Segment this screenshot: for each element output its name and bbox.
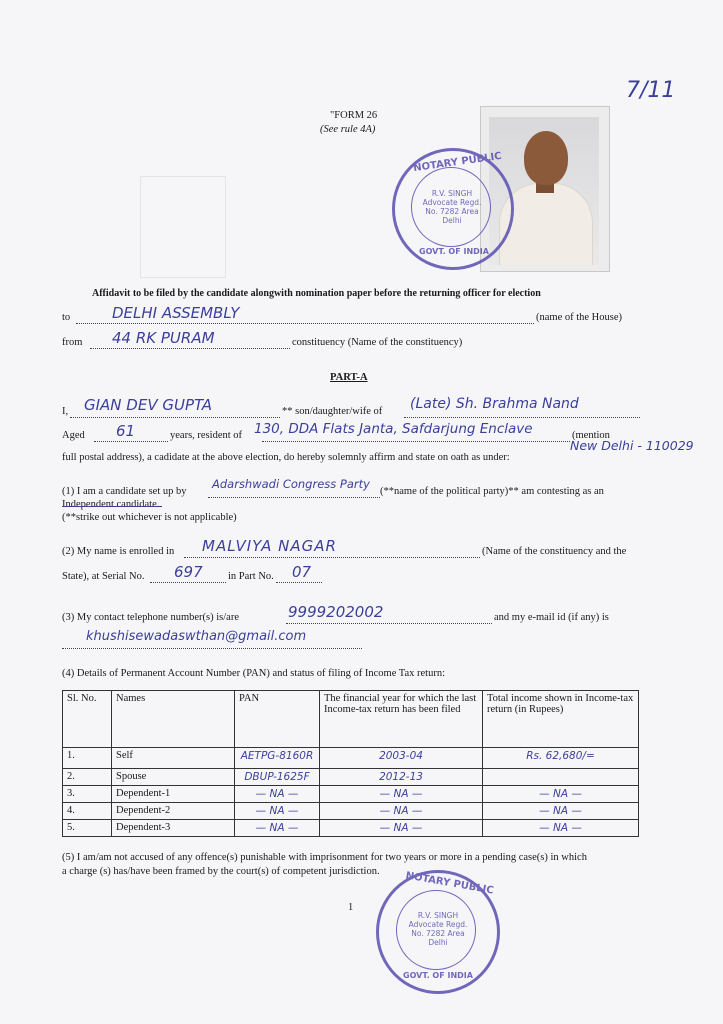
strike-line (62, 506, 162, 507)
row-sl: 5. (63, 820, 112, 837)
row-year: 2012-13 (320, 769, 483, 786)
row-name: Spouse (112, 769, 235, 786)
item2-prefix: (2) My name is enrolled in (62, 546, 175, 557)
row-income: Rs. 62,680/= (483, 748, 639, 769)
row-year: — NA — (320, 786, 483, 803)
resident-label: years, resident of (170, 430, 243, 441)
row-pan: — NA — (235, 786, 320, 803)
phone-dotted-line (286, 623, 492, 624)
aged-label: Aged (62, 430, 85, 441)
row-income (483, 769, 639, 786)
enrolled-dotted-line (184, 557, 480, 558)
age-value: 61 (116, 422, 136, 440)
page-number: 1 (348, 902, 354, 913)
from-suffix: constituency (Name of the constituency) (292, 337, 463, 348)
email-dotted-line (62, 648, 362, 649)
stamp-bottom-outer: NOTARY PUBLIC (404, 870, 495, 897)
from-dotted-line (90, 348, 290, 349)
header-sl: Sl. No. (63, 691, 112, 748)
item5-line2: a charge (s) has/have been framed by the court(s) of competent jurisdiction. (62, 866, 380, 877)
item1-line2: Independent candidate. (62, 499, 160, 510)
row-pan: DBUP-1625F (235, 769, 320, 786)
to-suffix: (name of the House) (536, 312, 623, 323)
stamp-top-outer: NOTARY PUBLIC (412, 150, 503, 175)
row-name: Dependent-1 (112, 786, 235, 803)
item1-prefix: (1) I am a candidate set up by (62, 486, 187, 497)
address-statement: full postal address), a cadidate at the above election, do hereby solemnly affirm and state on oath as under: (62, 452, 510, 463)
row-year: — NA — (320, 820, 483, 837)
row-name: Dependent-2 (112, 803, 235, 820)
part-title: PART-A (330, 372, 368, 383)
header-year: The financial year for which the last Income-tax return has been filed (320, 691, 483, 748)
item3-prefix: (3) My contact telephone number(s) is/are (62, 612, 239, 623)
part-value: 07 (292, 563, 312, 581)
stamp-bottom-inner: R.V. SINGH Advocate Regd. No. 7282 Area Delhi (408, 911, 468, 947)
row-income: — NA — (483, 803, 639, 820)
notary-stamp-bottom (376, 870, 500, 994)
to-dotted-line (76, 323, 534, 324)
row-income: — NA — (483, 820, 639, 837)
table-row (63, 769, 639, 786)
row-pan: — NA — (235, 820, 320, 837)
candidate-name-value: GIAN DEV GUPTA (84, 396, 213, 414)
serial-value: 697 (174, 563, 203, 581)
phone-value: 9999202002 (288, 603, 384, 621)
table-row (63, 748, 639, 769)
item2-line2: State), at Serial No. (62, 571, 145, 582)
to-house-value: DELHI ASSEMBLY (112, 304, 240, 322)
row-sl: 3. (63, 786, 112, 803)
row-sl: 4. (63, 803, 112, 820)
bleed-through-box (140, 176, 226, 278)
table-row (63, 820, 639, 837)
address-dotted-line (262, 441, 570, 442)
affidavit-heading: Affidavit to be filed by the candidate alongwith nomination paper before the returning officer for election (92, 288, 541, 299)
table-row (63, 786, 639, 803)
stamp-top-inner: R.V. SINGH Advocate Regd. No. 7282 Area Delhi (422, 189, 482, 225)
row-sl: 2. (63, 769, 112, 786)
from-label: from (62, 337, 83, 348)
relation-label: ** son/daughter/wife of (282, 406, 383, 417)
age-dotted-line (94, 441, 168, 442)
address-value: 130, DDA Flats Janta, Safdarjung Enclave (254, 421, 533, 437)
part-dotted-line (276, 582, 322, 583)
row-sl: 1. (63, 748, 112, 769)
email-value: khushisewadaswthan@gmail.com (86, 629, 307, 644)
part-label: in Part No. (228, 571, 274, 582)
to-label: to (62, 312, 71, 323)
row-pan: — NA — (235, 803, 320, 820)
form-rule: (See rule 4A) (320, 124, 376, 135)
header-income: Total income shown in Income-tax return (in Rupees) (483, 691, 639, 748)
serial-dotted-line (150, 582, 226, 583)
party-dotted-line (208, 497, 380, 498)
pan-table (62, 690, 639, 837)
row-name: Dependent-3 (112, 820, 235, 837)
row-year: 2003-04 (320, 748, 483, 769)
enrolled-constituency-value: MALVIYA NAGAR (202, 537, 337, 555)
name-prefix: I, (62, 406, 69, 417)
address-city-value: New Delhi - 110029 (570, 438, 694, 453)
father-name-value: (Late) Sh. Brahma Nand (410, 396, 579, 412)
header-names: Names (112, 691, 235, 748)
row-year: — NA — (320, 803, 483, 820)
notary-stamp-top (392, 148, 514, 270)
row-name: Self (112, 748, 235, 769)
mention-label: (mention (572, 430, 610, 441)
stamp-bottom-bottom: GOVT. OF INDIA (403, 971, 473, 980)
table-header-row (63, 691, 639, 748)
item1-note: (**strike out whichever is not applicable) (62, 512, 237, 523)
father-dotted-line (404, 417, 640, 418)
form-title: "FORM 26 (330, 110, 378, 121)
row-income: — NA — (483, 786, 639, 803)
from-constituency-value: 44 RK PURAM (112, 329, 215, 347)
stamp-top-bottom: GOVT. OF INDIA (419, 247, 489, 256)
item2-suffix: (Name of the constituency and the (482, 546, 627, 557)
table-row (63, 803, 639, 820)
row-pan: AETPG-8160R (235, 748, 320, 769)
item5-text: (5) I am/am not accused of any offence(s) punishable with imprisonment for two years or more in a pending case(s) in which (62, 852, 587, 863)
item3-suffix: and my e-mail id (if any) is (494, 612, 609, 623)
party-value: Adarshwadi Congress Party (212, 477, 370, 491)
page-mark: 7/11 (626, 78, 676, 103)
header-pan: PAN (235, 691, 320, 748)
item1-suffix: (**name of the political party)** am contesting as an (380, 486, 604, 497)
item4-heading: (4) Details of Permanent Account Number (PAN) and status of filing of Income Tax return: (62, 668, 446, 679)
name-dotted-line (70, 417, 280, 418)
